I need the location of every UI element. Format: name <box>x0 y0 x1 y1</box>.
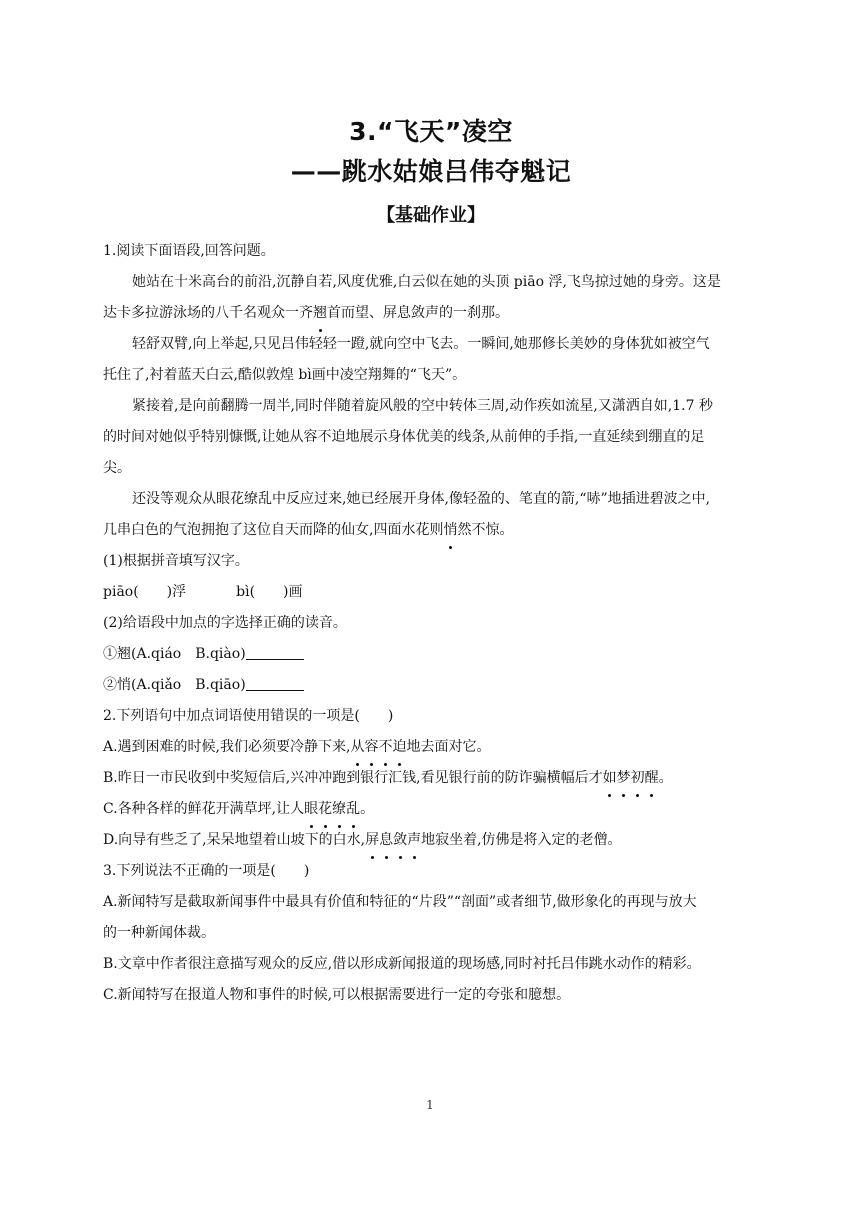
dotted-char: 乱 <box>346 794 360 825</box>
question-2-stem: 2.下列语句中加点词语使用错误的一项是( ) <box>103 708 394 724</box>
dotted-char: 不 <box>378 732 392 763</box>
page-title: 3.“飞天”凌空 <box>349 117 513 146</box>
option-qiao2: ②悄(A.qiǎo B.qiāo) <box>103 670 759 701</box>
dotted-char: 眼 <box>304 794 318 825</box>
question-3-option-a-line2: 的一种新闻体裁。 <box>103 925 215 941</box>
dotted-char: 容 <box>364 732 378 763</box>
dotted-char: 花 <box>318 794 332 825</box>
dotted-char: 醒 <box>645 763 659 794</box>
passage-p3-line2: 的时间对她似乎特别慷慨,让她从容不迫地展示身体优美的线条,从前伸的手指,一直延续到绷直的足 <box>103 429 705 445</box>
blank-piao[interactable]: piāo( )浮 <box>103 584 187 600</box>
dotted-char: 屏 <box>365 825 379 856</box>
passage-p2-line1: 轻舒双臂,向上举起,只见吕伟轻轻一蹬,就向空中飞去。一瞬间,她那修长美妙的身体犹如被空气 <box>132 336 710 352</box>
dotted-char: 迫 <box>392 732 406 763</box>
passage-p1-line2: 达卡多拉游泳场的八千名观众一齐翘首而望、屏息敛声的一刹那。 <box>103 298 759 329</box>
dotted-char: 声 <box>407 825 421 856</box>
option-qiao: ①翘(A.qiáo B.qiào) <box>103 639 759 670</box>
question-3-option-c: C.新闻特写在报道人物和事件的时候,可以根据需要进行一定的夸张和臆想。 <box>103 987 571 1003</box>
dotted-char: 梦 <box>617 763 631 794</box>
passage-p4-line2: 几串白色的气泡拥抱了这位自天而降的仙女,四面水花则悄然不惊。 <box>103 515 759 546</box>
dotted-char: 缭 <box>332 794 346 825</box>
question-2-option-a: A.遇到困难的时候,我们必须要冷静下来,从容不迫地去面对它。 <box>103 732 759 763</box>
question-3-option-b: B.文章中作者很注意描写观众的反应,借以形成新闻报道的现场感,同时衬托吕伟跳水动作的精彩。 <box>103 956 701 972</box>
passage-p2-line2: 托住了,衬着蓝天白云,酷似敦煌 bì画中凌空翔舞的“飞天”。 <box>103 367 467 383</box>
answer-blank[interactable] <box>246 676 304 691</box>
page-subtitle: ——跳水姑娘吕伟夺魁记 <box>290 157 572 186</box>
question-3-option-a-line1: A.新闻特写是截取新闻事件中最具有价值和特征的“片段”“剖面”或者细节,做形象化的再现与放大 <box>103 894 697 910</box>
dotted-char: 息 <box>379 825 393 856</box>
dotted-char: 翘 <box>313 298 327 329</box>
page-number: 1 <box>426 1098 434 1112</box>
question-2-option-d: D.向导有些乏了,呆呆地望着山坡下的白水,屏息敛声地寂坐着,仿佛是将入定的老僧。 <box>103 825 759 856</box>
dotted-char: 如 <box>603 763 617 794</box>
sub-question-1: (1)根据拼音填写汉字。 <box>103 553 249 569</box>
question-2-option-c: C.各种各样的鲜花开满草坪,让人眼花缭乱。 <box>103 794 759 825</box>
sub-question-2: (2)给语段中加点的字选择正确的读音。 <box>103 615 347 631</box>
question-2-option-b: B.昨日一市民收到中奖短信后,兴冲冲跑到银行汇钱,看见银行前的防诈骗横幅后才如梦初醒。 <box>103 763 759 794</box>
dotted-char: 悄 <box>443 515 457 546</box>
section-heading: 【基础作业】 <box>377 205 485 226</box>
answer-blank[interactable] <box>246 645 304 660</box>
question-1-stem: 1.阅读下面语段,回答问题。 <box>103 243 275 259</box>
question-3-stem: 3.下列说法不正确的一项是( ) <box>103 863 310 879</box>
dotted-char: 从 <box>350 732 364 763</box>
blank-bi[interactable]: bì( )画 <box>236 584 303 600</box>
passage-p4-line1: 还没等观众从眼花缭乱中反应过来,她已经展开身体,像轻盈的、笔直的箭,“哧”地插进碧波之中, <box>132 491 711 507</box>
passage-p3-line1: 紧接着,是向前翻腾一周半,同时伴随着旋风般的空中转体三周,动作疾如流星,又潇洒自如,1.7 秒 <box>132 398 713 414</box>
pinyin-blanks <box>103 577 759 608</box>
dotted-char: 敛 <box>393 825 407 856</box>
passage-p1-line1: 她站在十米高台的前沿,沉静自若,风度优雅,白云似在她的头顶 piāo 浮,飞鸟掠过她的身旁。这是 <box>132 274 721 290</box>
dotted-char: 初 <box>631 763 645 794</box>
passage-p3-line3: 尖。 <box>103 460 131 476</box>
